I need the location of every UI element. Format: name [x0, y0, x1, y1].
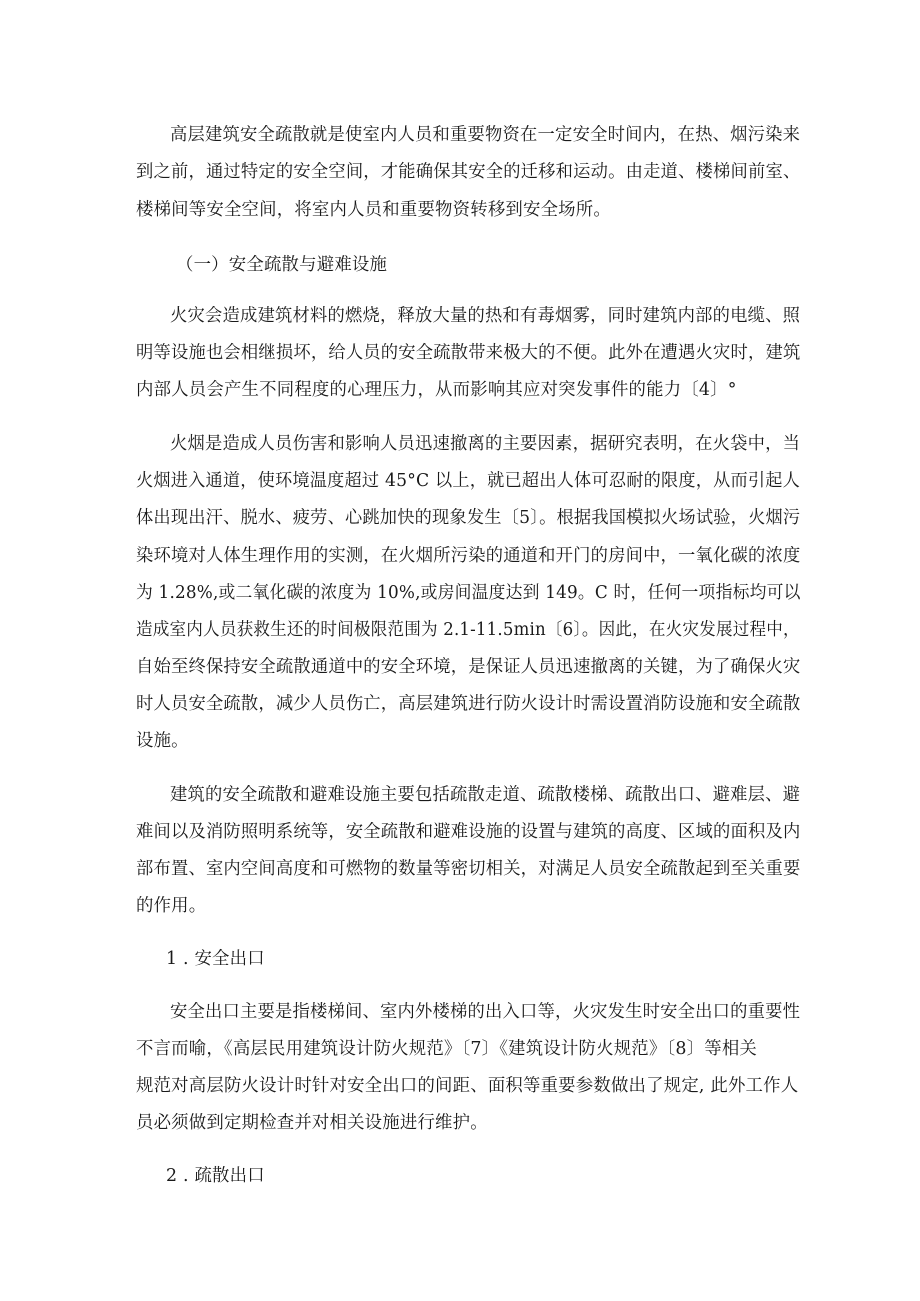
- text-line: 部布置、室内空间高度和可燃物的数量等密切相关，对满足人员安全疏散起到至关重要: [136, 859, 801, 879]
- text-line: 体出现出汗、脱水、疲劳、心跳加快的现象发生〔5〕。根据我国模拟火场试验，火烟污: [136, 508, 801, 528]
- text-line: 造成室内人员获救生还的时间极限范围为 2.1-11.5min〔6〕。因此，在火灾发展过程中，: [136, 620, 800, 640]
- text-line: 到之前，通过特定的安全空间，才能确保其安全的迁移和运动。由走道、楼梯间前室、: [136, 162, 801, 182]
- subsection-heading: 1 . 安全出口: [166, 949, 265, 969]
- text-line: 高层建筑安全疏散就是使室内人员和重要物资在一定安全时间内，在热、烟污染来: [170, 125, 801, 145]
- text-line: 自始至终保持安全疏散通道中的安全环境，是保证人员迅速撤离的关键，为了确保火灾: [136, 657, 801, 677]
- text-line: 为 1.28%,或二氧化碳的浓度为 10%,或房间温度达到 149。C 时，任何一项指标均可以: [136, 583, 801, 603]
- text-line: 火烟是造成人员伤害和影响人员迅速撤离的主要因素，据研究表明，在火袋中，当: [170, 434, 801, 454]
- text-line: 时人员安全疏散，减少人员伤亡，高层建筑进行防火设计时需设置消防设施和安全疏散: [136, 694, 801, 714]
- text-line: 员必须做到定期检查并对相关设施进行维护。: [136, 1113, 488, 1133]
- text-line: 染环境对人体生理作用的实测，在火烟所污染的通道和开门的房间中，一氧化碳的浓度: [136, 546, 801, 566]
- text-line: 的作用。: [136, 896, 207, 916]
- text-line: 安全出口主要是指楼梯间、室内外楼梯的出入口等，火灾发生时安全出口的重要性: [170, 1002, 801, 1022]
- text-line: 设施。: [136, 731, 189, 751]
- text-line: 火灾会造成建筑材料的燃烧，释放大量的热和有毒烟雾，同时建筑内部的电缆、照: [170, 306, 801, 326]
- text-line: 明等设施也会相继损坏，给人员的安全疏散带来极大的不便。此外在遭遇火灾时，建筑: [136, 343, 801, 363]
- text-line: 不言而喻，《高层民用建筑设计防火规范》〔7〕《建筑设计防火规范》〔8〕等相关: [136, 1039, 757, 1059]
- text-line: 火烟进入通道，使环境温度超过 45°C 以上，就已超出人体可忍耐的限度，从而引起人: [136, 471, 800, 491]
- text-line: 规范对高层防火设计时针对安全出口的间距、面积等重要参数做出了规定, 此外工作人: [136, 1076, 799, 1096]
- text-line: 内部人员会产生不同程度的心理压力，从而影响其应对突发事件的能力〔4〕°: [136, 380, 737, 400]
- text-line: 难间以及消防照明系统等，安全疏散和避难设施的设置与建筑的高度、区域的面积及内: [136, 822, 801, 842]
- subsection-heading: 2 . 疏散出口: [166, 1166, 265, 1186]
- text-line: 建筑的安全疏散和避难设施主要包括疏散走道、疏散楼梯、疏散出口、避难层、避: [170, 785, 801, 805]
- section-heading: （一）安全疏散与避难设施: [176, 255, 388, 275]
- text-line: 楼梯间等安全空间，将室内人员和重要物资转移到安全场所。: [136, 200, 611, 220]
